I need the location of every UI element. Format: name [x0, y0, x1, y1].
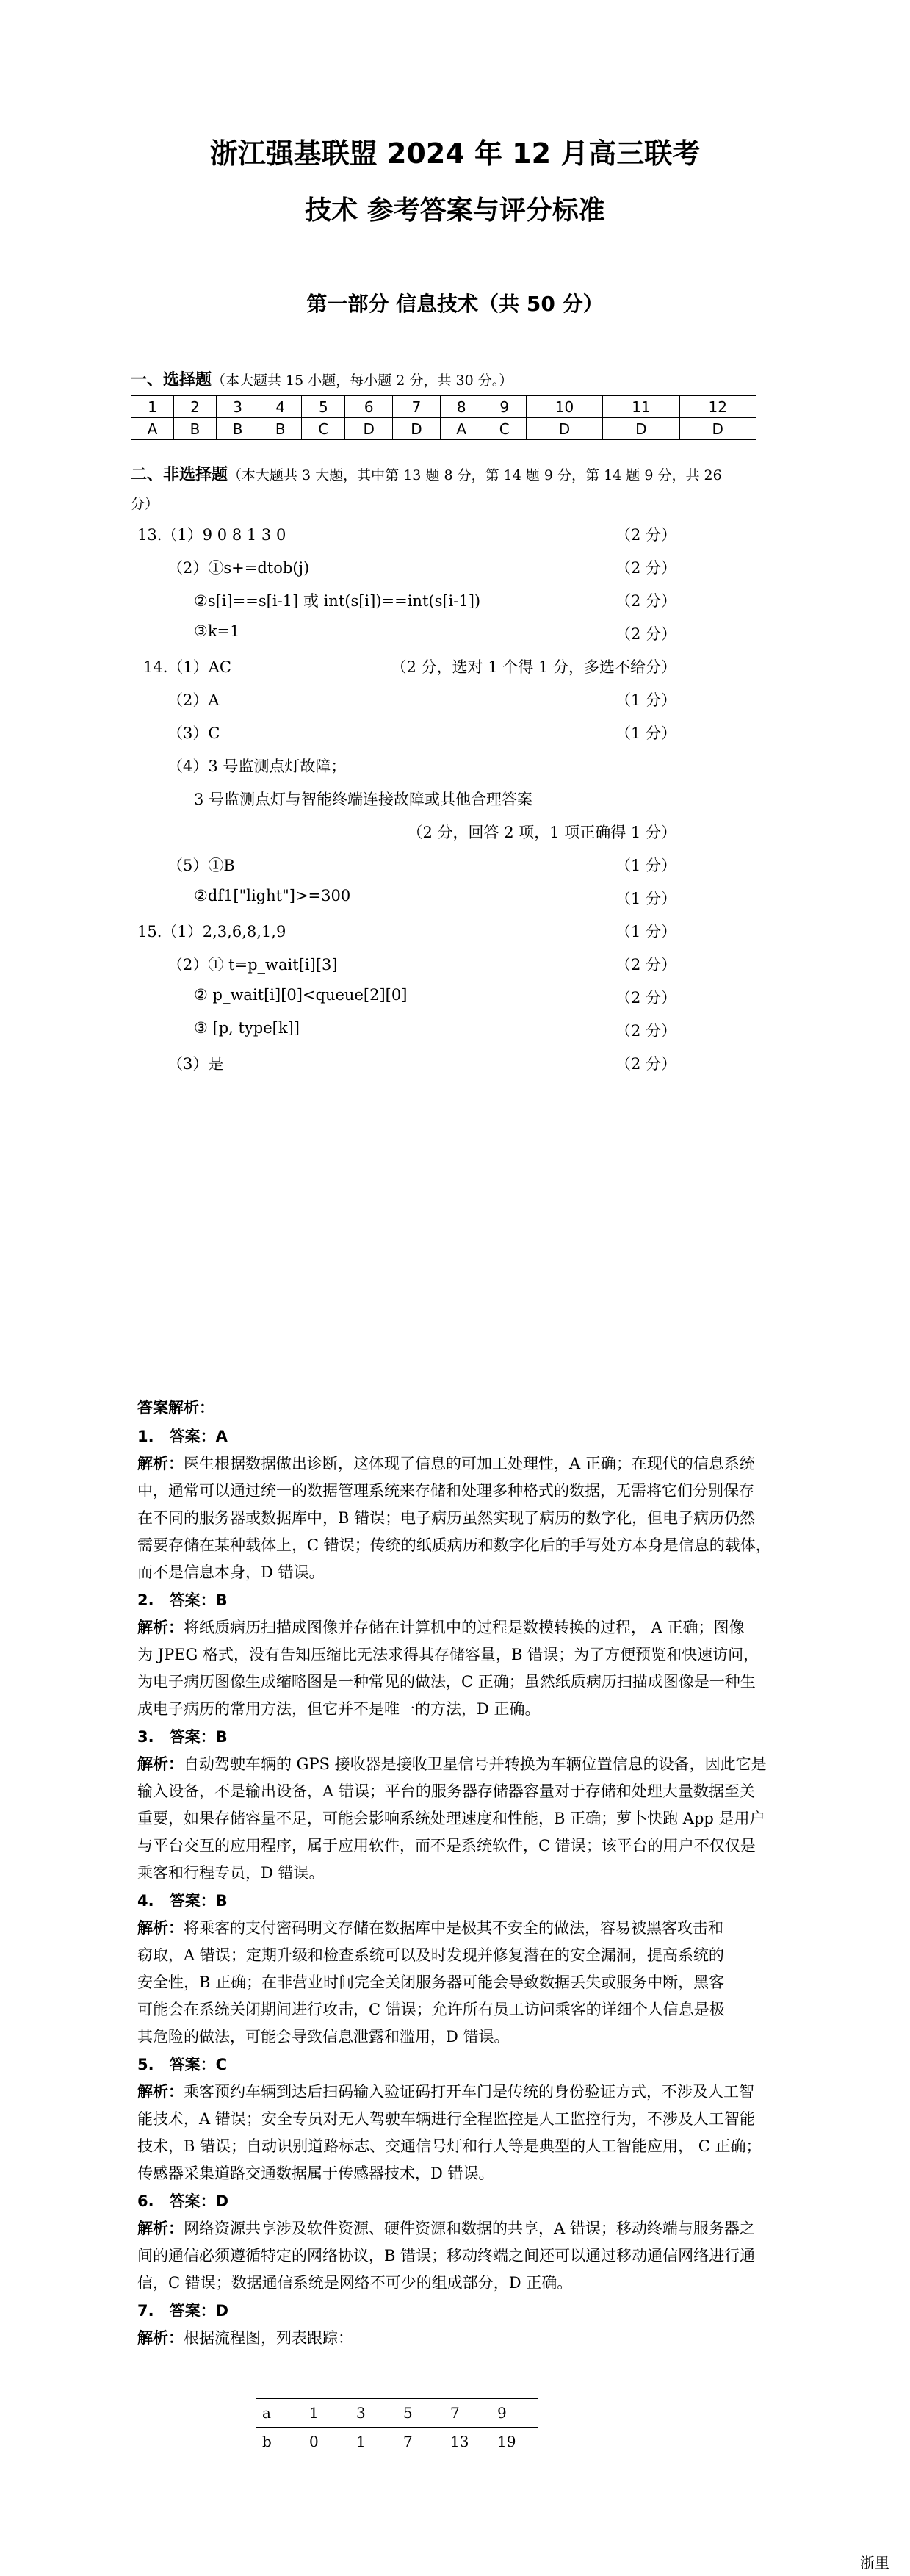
- analysis-line: [137, 2270, 776, 2297]
- analysis-line: [137, 1751, 776, 1778]
- question-number-cell: 9: [483, 396, 526, 418]
- analysis-answer: 2. 答案：B: [137, 1591, 228, 1609]
- answer-line: 3 号监测点灯与智能终端连接故障或其他合理答案: [194, 791, 533, 808]
- analysis-text: 为 JPEG 格式，没有告知压缩比无法求得其存储容量，B 错误；为了方便预览和快速访问，: [137, 1646, 759, 1663]
- analysis-text: 信，C 错误；数据通信系统是网络不可少的组成部分，D 正确。: [137, 2274, 573, 2292]
- trace-cell: 1: [350, 2428, 397, 2456]
- answer-line: （4）3 号监测点灯故障；: [167, 758, 347, 775]
- trace-cell: 3: [350, 2399, 397, 2428]
- section1-heading-row: [131, 367, 513, 390]
- analysis-answer: 6. 答案：D: [137, 2192, 229, 2210]
- trace-cell: 13: [444, 2428, 491, 2456]
- analysis-label: 解析：: [137, 2220, 184, 2237]
- analysis-text: 安全性，B 正确；在非营业时间完全关闭服务器可能会导致数据丢失或服务中断，黑客: [137, 1974, 725, 1991]
- analysis-text: 与平台交互的应用程序，属于应用软件，而不是系统软件，C 错误；该平台的用户不仅仅是: [137, 1837, 756, 1854]
- score-label: （2 分）: [615, 526, 676, 544]
- answer-line: （2）①s+=dtob(j): [167, 559, 310, 577]
- trace-cell: 7: [397, 2428, 444, 2456]
- section2-heading: 二、非选择题: [131, 466, 228, 484]
- section1-note: （本大题共 15 小题，每小题 2 分，共 30 分。）: [212, 373, 513, 389]
- question-number-cell: 12: [679, 396, 756, 418]
- analysis-line: [137, 2160, 776, 2187]
- analysis-text: 网络资源共享涉及软件资源、硬件资源和数据的共享，A 错误；移动终端与服务器之: [184, 2220, 755, 2237]
- answer-line: ③k=1: [194, 622, 240, 640]
- section2-note-cont: 分）: [131, 496, 159, 512]
- trace-cell: 1: [303, 2399, 350, 2428]
- analysis-text: 输入设备，不是输出设备，A 错误；平台的服务器存储器容量对于存储和处理大量数据至关: [137, 1782, 755, 1800]
- score-label: （2 分，回答 2 项，1 项正确得 1 分）: [407, 824, 676, 841]
- section1-heading: 一、选择题: [131, 371, 212, 389]
- question-number-cell: 7: [393, 396, 441, 418]
- answer-table: [131, 395, 756, 440]
- analysis-line: [137, 1915, 776, 1942]
- score-label: （2 分）: [615, 592, 676, 610]
- question-number-cell: 3: [217, 396, 259, 418]
- answer-line: 14.（1）AC: [143, 658, 231, 676]
- analysis-line: [137, 1450, 776, 1478]
- answer-cell: B: [173, 418, 216, 440]
- analysis-line: [137, 1505, 776, 1532]
- analysis-text: 重要，如果存储容量不足，可能会影响系统处理速度和性能，B 正确；萝卜快跑 App 是用户: [137, 1810, 765, 1827]
- answer-cell: D: [345, 418, 393, 440]
- answer-cell: B: [259, 418, 302, 440]
- question-number-cell: 2: [173, 396, 216, 418]
- question-number-cell: 10: [526, 396, 602, 418]
- analysis-text: 窃取，A 错误；定期升级和检查系统可以及时发现并修复潜在的安全漏洞，提高系统的: [137, 1946, 724, 1964]
- answer-line: 15.（1）2,3,6,8,1,9: [137, 923, 286, 940]
- score-label: （2 分）: [615, 1022, 676, 1040]
- answer-cell: A: [131, 418, 174, 440]
- score-label: （1 分）: [615, 691, 676, 709]
- analysis-text: 为电子病历图像生成缩略图是一种常见的做法，C 正确；虽然纸质病历扫描成图像是一种生: [137, 1673, 756, 1691]
- analysis-line: [137, 1559, 776, 1586]
- question-number-cell: 11: [603, 396, 679, 418]
- score-label: （1 分）: [615, 857, 676, 874]
- analysis-line: [137, 1969, 776, 1996]
- corner-watermark: 浙里: [860, 2554, 889, 2572]
- analysis-line: [137, 2106, 776, 2133]
- analysis-text: 将纸质病历扫描成图像并存储在计算机中的过程是数模转换的过程， A 正确；图像: [184, 1619, 745, 1636]
- analysis-line: [137, 1996, 776, 2023]
- analysis-text: 技术，B 错误；自动识别道路标志、交通信号灯和行人等是典型的人工智能应用， C 正确；: [137, 2137, 762, 2155]
- analysis-label: 解析：: [137, 1455, 184, 1472]
- answer-line: ②s[i]==s[i-1] 或 int(s[i])==int(s[i-1]): [194, 592, 481, 610]
- analysis-line: [137, 2215, 776, 2242]
- analysis-line: [137, 1696, 776, 1723]
- analysis-line: [137, 1832, 776, 1860]
- analysis-line: [137, 1614, 776, 1641]
- analysis-text: 而不是信息本身，D 错误。: [137, 1564, 325, 1581]
- analysis-line: [137, 2079, 776, 2106]
- trace-cell: a: [256, 2399, 303, 2428]
- trace-cell: 7: [444, 2399, 491, 2428]
- analysis-text: 乘客和行程专员，D 错误。: [137, 1864, 325, 1882]
- analysis-text: 中，通常可以通过统一的数据管理系统来存储和处理多种格式的数据，无需将它们分别保存: [137, 1482, 754, 1500]
- answer-cell: D: [393, 418, 441, 440]
- score-label: （2 分）: [615, 989, 676, 1007]
- analysis-text: 成电子病历的常用方法，但它并不是唯一的方法，D 正确。: [137, 1700, 541, 1718]
- analysis-text: 传感器采集道路交通数据属于传感器技术，D 错误。: [137, 2165, 494, 2182]
- analysis-text: 医生根据数据做出诊断，这体现了信息的可加工处理性，A 正确；在现代的信息系统: [184, 1455, 755, 1472]
- question-number-cell: 6: [345, 396, 393, 418]
- section2-note: （本大题共 3 大题，其中第 13 题 8 分，第 14 题 9 分，第 14 题 9 分，共 26: [228, 467, 722, 483]
- analysis-label: 解析：: [137, 2083, 184, 2101]
- answer-line: （3）是: [167, 1055, 224, 1073]
- answer-table-number-row: [131, 396, 756, 418]
- trace-row: [256, 2428, 538, 2456]
- score-label: （1 分）: [615, 890, 676, 907]
- analysis-line: [137, 1669, 776, 1696]
- answer-cell: D: [526, 418, 602, 440]
- analysis-text: 间的通信必须遵循特定的网络协议，B 错误；移动终端之间还可以通过移动通信网络进行通: [137, 2247, 756, 2264]
- trace-cell: 5: [397, 2399, 444, 2428]
- analysis-line: [137, 2133, 776, 2160]
- answer-line: ②df1["light"]>=300: [194, 887, 351, 904]
- score-label: （1 分）: [615, 724, 676, 742]
- exam-title: 浙江强基联盟 2024 年 12 月高三联考: [209, 137, 701, 170]
- analysis-answer: 1. 答案：A: [137, 1428, 228, 1445]
- answer-cell: A: [440, 418, 483, 440]
- trace-table: [256, 2398, 538, 2456]
- question-number-cell: 1: [131, 396, 174, 418]
- answer-cell: D: [679, 418, 756, 440]
- analysis-line: [137, 1478, 776, 1505]
- answer-line: （2）A: [167, 691, 220, 709]
- analysis-text: 其危险的做法，可能会导致信息泄露和滥用，D 错误。: [137, 2028, 510, 2046]
- answer-cell: C: [483, 418, 526, 440]
- answer-line: （5）①B: [167, 857, 235, 874]
- analysis-line: [137, 1805, 776, 1832]
- score-label: （2 分，选对 1 个得 1 分，多选不给分）: [391, 658, 676, 676]
- analysis-answer: 5. 答案：C: [137, 2056, 228, 2073]
- trace-cell: b: [256, 2428, 303, 2456]
- score-label: （2 分）: [615, 956, 676, 974]
- answer-line: 13.（1）9 0 8 1 3 0: [137, 526, 286, 544]
- answer-table-answer-row: [131, 418, 756, 440]
- exam-subtitle: 技术 参考答案与评分标准: [305, 195, 605, 226]
- analysis-label: 解析：: [137, 1755, 184, 1773]
- score-label: （2 分）: [615, 559, 676, 577]
- analysis-text: 根据流程图，列表跟踪：: [184, 2329, 353, 2347]
- answer-line: ③ [p, type[k]]: [194, 1019, 300, 1037]
- analysis-answer: 3. 答案：B: [137, 1728, 228, 1746]
- analysis-text: 可能会在系统关闭期间进行攻击，C 错误；允许所有员工访问乘客的详细个人信息是极: [137, 2001, 725, 2018]
- answer-line: （3）C: [167, 724, 220, 742]
- analysis-label: 解析：: [137, 2329, 184, 2347]
- analysis-answer: 7. 答案：D: [137, 2302, 229, 2320]
- score-label: （2 分）: [615, 1055, 676, 1073]
- answer-line: ② p_wait[i][0]<queue[2][0]: [194, 986, 408, 1004]
- analysis-line: [137, 1641, 776, 1669]
- trace-cell: 0: [303, 2428, 350, 2456]
- part-heading: 第一部分 信息技术（共 50 分）: [306, 292, 604, 316]
- question-number-cell: 4: [259, 396, 302, 418]
- section2-heading-row: [131, 461, 777, 519]
- analysis-label: 解析：: [137, 1919, 184, 1937]
- analysis-text: 在不同的服务器或数据库中，B 错误；电子病历虽然实现了病历的数字化，但电子病历仍然: [137, 1509, 756, 1527]
- analysis-line: [137, 1778, 776, 1805]
- score-label: （1 分）: [615, 923, 676, 940]
- analysis-line: [137, 1532, 776, 1559]
- analysis-text: 乘客预约车辆到达后扫码输入验证码打开车门是传统的身份验证方式，不涉及人工智: [184, 2083, 754, 2101]
- analysis-text: 自动驾驶车辆的 GPS 接收器是接收卫星信号并转换为车辆位置信息的设备，因此它是: [184, 1755, 767, 1773]
- analysis-text: 能技术，A 错误；安全专员对无人驾驶车辆进行全程监控是人工监控行为，不涉及人工智能: [137, 2110, 755, 2128]
- score-label: （2 分）: [615, 625, 676, 643]
- analysis-label: 解析：: [137, 1619, 184, 1636]
- analysis-line: [137, 1860, 776, 1887]
- analysis-answer: 4. 答案：B: [137, 1892, 228, 1910]
- trace-cell: 9: [491, 2399, 538, 2428]
- answer-cell: B: [217, 418, 259, 440]
- trace-cell: 19: [491, 2428, 538, 2456]
- answer-cell: C: [302, 418, 345, 440]
- analysis-heading: 答案解析：: [137, 1399, 214, 1417]
- answer-line: （2）① t=p_wait[i][3]: [167, 956, 338, 974]
- answer-cell: D: [603, 418, 679, 440]
- question-number-cell: 5: [302, 396, 345, 418]
- analysis-line: [137, 1942, 776, 1969]
- analysis-text: 将乘客的支付密码明文存储在数据库中是极其不安全的做法，容易被黑客攻击和: [184, 1919, 723, 1937]
- analysis-line: [137, 2325, 776, 2352]
- analysis-line: [137, 2242, 776, 2270]
- analysis-text: 需要存储在某种载体上，C 错误；传统的纸质病历和数字化后的手写处方本身是信息的载体，: [137, 1536, 771, 1554]
- trace-row: [256, 2399, 538, 2428]
- analysis-line: [137, 2023, 776, 2051]
- question-number-cell: 8: [440, 396, 483, 418]
